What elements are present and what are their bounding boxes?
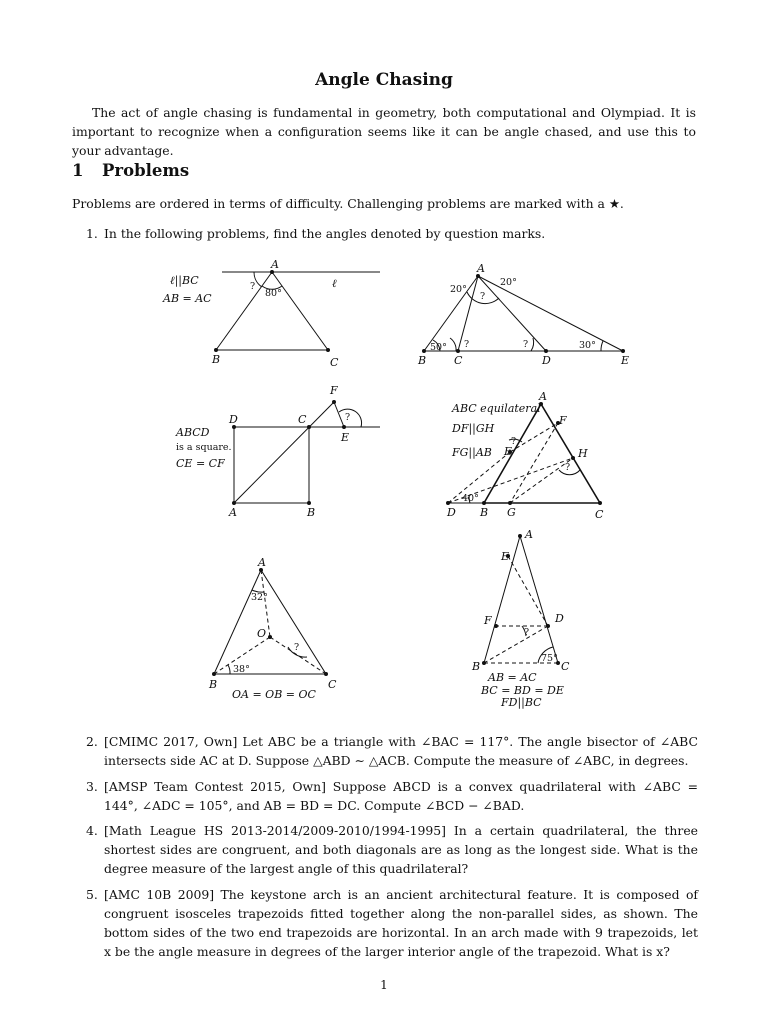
fig3-label-a: A xyxy=(229,506,237,519)
fig4-label-h: H xyxy=(578,447,588,460)
fig1-label-b: B xyxy=(212,353,221,366)
fig4-label-b: B xyxy=(480,506,489,519)
fig4-angle: 40° xyxy=(462,493,479,504)
fig5-condition: OA = OB = OC xyxy=(232,688,316,701)
fig6-condition-3: FD||BC xyxy=(501,696,542,709)
fig6-label-b: B xyxy=(472,660,481,673)
fig4-label-f: F xyxy=(559,414,567,427)
fig5-label-c: C xyxy=(328,678,337,691)
fig3-condition-3: CE = CF xyxy=(176,457,225,470)
fig1-label-a: A xyxy=(271,258,279,271)
fig6-condition-1: AB = AC xyxy=(488,671,537,684)
fig6-label-c: C xyxy=(561,660,570,673)
figure-5 xyxy=(214,570,326,674)
fig1-condition-equal: AB = AC xyxy=(163,292,212,305)
problem-text: In the following problems, find the angles denoted by question marks. xyxy=(104,226,546,241)
figure-3 xyxy=(234,402,380,503)
fig4-condition-3: FG||AB xyxy=(452,446,492,459)
figure-1 xyxy=(216,272,380,350)
problem-number: 1. xyxy=(86,226,98,241)
fig3-condition-2: is a square. xyxy=(176,442,232,453)
fig1-label-ell: ℓ xyxy=(332,277,337,290)
fig6-question: ? xyxy=(524,627,530,638)
fig4-condition-1: ABC equilateral xyxy=(452,402,541,415)
fig4-label-e: E xyxy=(504,445,513,458)
problem-text: [AMC 10B 2009] The keystone arch is an ancient architectural feature. It is composed of congruent isosceles trapezoids fitted together along the non-parallel sides, as shown. The bottom sides of the two end trapezoids are horizontal. In an arch made with 9 trapezoids, let x be the angle measure in degrees of the larger interior angle of the trapezoid. What is x? xyxy=(104,887,698,959)
problem-text: [CMIMC 2017, Own] Let ABC be a triangle with ∠BAC = 117°. The angle bisector of ∠ABC intersects side AC at D. Suppose △ABD ∼ △ACB. Compute the measure of ∠ABC, in degrees. xyxy=(104,734,698,768)
fig4-label-c: C xyxy=(595,508,604,521)
fig2-question-3: ? xyxy=(523,339,529,350)
fig2-label-a: A xyxy=(477,262,485,275)
intro-paragraph: The act of angle chasing is fundamental in geometry, both computational and Olympiad. It is important to recognize when a configuration seems like it can be angle chased, and use this to your advantage. xyxy=(72,105,696,158)
section-number: 1 xyxy=(72,161,84,180)
problem-item xyxy=(86,885,698,961)
problem-number: 5. xyxy=(86,887,98,902)
problem-text: [Math League HS 2013-2014/2009-2010/1994-1995] In a certain quadrilateral, the three shortest sides are congruent, and both diagonals are as long as the longest side. What is the degree measure of the largest angle of this quadrilateral? xyxy=(104,823,698,876)
problem-item xyxy=(86,821,698,878)
problem-number: 4. xyxy=(86,823,98,838)
fig2-angle-3: 50° xyxy=(430,342,447,353)
fig4-question-1: ? xyxy=(511,436,517,447)
fig2-angle-4: 30° xyxy=(579,340,596,351)
fig2-label-d: D xyxy=(542,354,551,367)
fig3-label-f: F xyxy=(330,384,338,397)
fig2-question-2: ? xyxy=(464,339,470,350)
fig2-label-e: E xyxy=(621,354,630,367)
problem-number: 3. xyxy=(86,779,98,794)
problem-text: [AMSP Team Contest 2015, Own] Suppose ABCD is a convex quadrilateral with ∠ABC = 144°, ∠ADC = 105°, and AB = BD = DC. Compute ∠BCD − ∠BAD. xyxy=(104,779,698,813)
fig3-condition-1: ABCD xyxy=(176,426,210,439)
fig5-angle-1: 32° xyxy=(251,592,268,603)
fig4-label-g: G xyxy=(507,506,516,519)
fig2-label-c: C xyxy=(454,354,463,367)
fig2-angle-1: 20° xyxy=(450,284,467,295)
fig5-question: ? xyxy=(294,642,300,653)
problem-number: 2. xyxy=(86,734,98,749)
fig3-label-d: D xyxy=(229,413,238,426)
problem-item xyxy=(86,777,698,815)
fig1-angle: 80° xyxy=(265,288,282,299)
fig6-condition-2: BC = BD = DE xyxy=(481,684,564,697)
fig3-label-b: B xyxy=(307,506,316,519)
page-title: Angle Chasing xyxy=(315,70,453,90)
page-number: 1 xyxy=(380,978,388,992)
fig3-label-c: C xyxy=(298,413,307,426)
fig5-label-b: B xyxy=(209,678,218,691)
fig4-label-d: D xyxy=(447,506,456,519)
fig6-label-f: F xyxy=(484,614,492,627)
fig4-condition-2: DF||GH xyxy=(452,422,495,435)
figure-6 xyxy=(484,536,558,663)
fig5-angle-2: 38° xyxy=(233,664,250,675)
fig6-angle: 75° xyxy=(541,653,558,664)
fig5-label-a: A xyxy=(258,556,266,569)
fig4-label-a: A xyxy=(539,390,547,403)
fig3-label-e: E xyxy=(341,431,350,444)
section-title: Problems xyxy=(102,161,190,180)
fig6-label-a: A xyxy=(525,528,533,541)
fig2-label-b: B xyxy=(418,354,427,367)
fig6-label-e: E xyxy=(501,550,510,563)
fig6-label-d: D xyxy=(555,612,564,625)
problem-item xyxy=(86,732,698,770)
fig4-question-2: ? xyxy=(565,462,571,473)
fig2-question-1: ? xyxy=(480,291,486,302)
fig3-question: ? xyxy=(345,412,351,423)
fig1-question: ? xyxy=(250,281,256,292)
fig5-label-o: O xyxy=(257,627,267,640)
fig1-condition-parallel: ℓ||BC xyxy=(170,274,199,287)
fig1-label-c: C xyxy=(330,356,339,369)
fig2-angle-2: 20° xyxy=(500,277,517,288)
lead-paragraph: Problems are ordered in terms of difficulty. Challenging problems are marked with a ★. xyxy=(72,196,624,211)
